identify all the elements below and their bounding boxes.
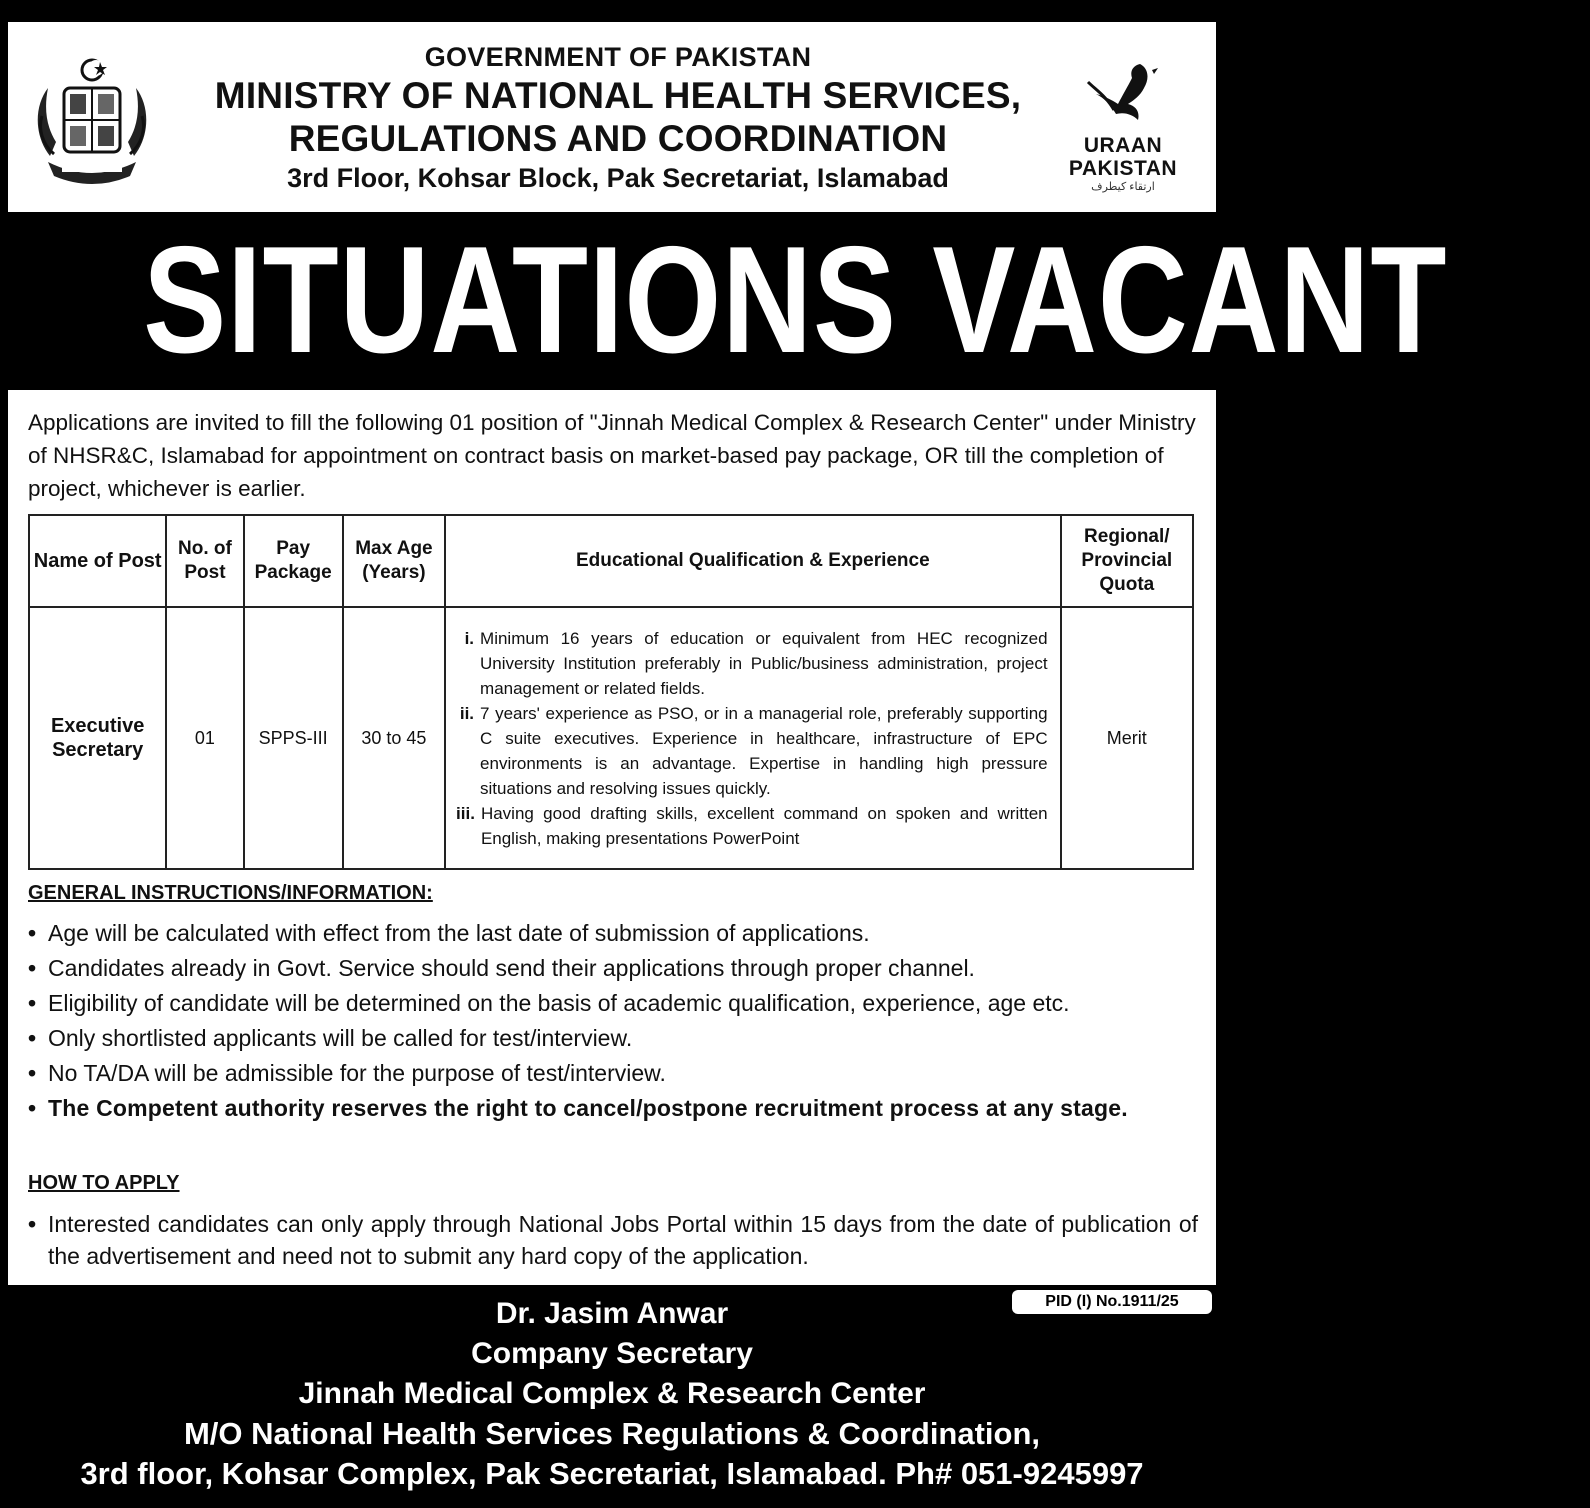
list-item-number: i. — [464, 628, 475, 648]
list-item-text: Only shortlisted applicants will be called for test/interview. — [48, 1025, 633, 1051]
uraan-logo-line-2: PAKISTAN — [1068, 157, 1178, 180]
signatory-name: Dr. Jasim Anwar — [495, 1297, 729, 1330]
header-quota: Regional/ Provincial Quota — [1061, 515, 1193, 607]
list-item: • The Competent authority reserves the right to cancel/postpone recruitment process at any stage. — [28, 1091, 1198, 1126]
ministry-line-1: MINISTRY OF NATIONAL HEALTH SERVICES, — [214, 75, 1022, 116]
page-title — [0, 212, 1448, 388]
list-item — [456, 801, 1048, 851]
general-instructions-list — [28, 916, 1198, 1126]
pid-badge: PID (I) No.1911/25 — [1012, 1290, 1212, 1314]
max-age: 30 to 45 — [343, 607, 445, 869]
list-item — [456, 626, 1048, 701]
list-item: • Candidates already in Govt. Service should send their applications through proper channel. — [28, 951, 1198, 986]
list-item-number: iii. — [456, 803, 475, 823]
uraan-logo-line-1: URAAN — [1083, 134, 1163, 157]
list-item-text: Age will be calculated with effect from the last date of submission of applications. — [48, 920, 870, 946]
list-item-text: Minimum 16 years of education or equivalent from HEC recognized University Institution preferably in Public/business administration, project management or related fields. — [480, 628, 1048, 698]
how-to-apply-heading: HOW TO APPLY — [28, 1172, 180, 1194]
list-item: • No TA/DA will be admissible for the purpose of test/interview. — [28, 1056, 1198, 1091]
positions-table — [28, 514, 1194, 870]
intro-paragraph: Applications are invited to fill the following 01 position of "Jinnah Medical Complex & Research Center" under Ministry of NHSR&C, Islamabad for appointment on contract basis on market-based pay package, OR till the completion of project, whichever is earlier. — [28, 410, 1196, 501]
list-item — [456, 701, 1048, 801]
ministry-address: 3rd Floor, Kohsar Block, Pak Secretariat, Islamabad — [287, 163, 949, 193]
bird-icon — [1078, 60, 1168, 134]
list-item-text: Having good drafting skills, excellent command on spoken and written English, making presentations PowerPoint — [480, 803, 1048, 848]
uraan-pakistan-logo — [1048, 60, 1198, 210]
list-item: • Interested candidates can only apply through National Jobs Portal within 15 days from the date of publication of the advertisement and need not to submit any hard copy of the application. — [28, 1208, 1198, 1272]
list-item-text: Eligibility of candidate will be determined on the basis of academic qualification, experience, age etc. — [48, 990, 1070, 1016]
qualification-list — [446, 622, 1060, 855]
state-emblem-icon — [30, 56, 154, 192]
header-name-of-post: Name of Post — [29, 515, 166, 607]
how-to-apply-list — [28, 1208, 1198, 1272]
table-row — [29, 607, 1193, 869]
list-item-text: Candidates already in Govt. Service should send their applications through proper channel. — [48, 955, 975, 981]
list-item: • Eligibility of candidate will be determined on the basis of academic qualification, experience, age etc. — [28, 986, 1198, 1021]
header-max-age: Max Age (Years) — [343, 515, 445, 607]
contact-address: 3rd floor, Kohsar Complex, Pak Secretariat, Islamabad. Ph# 051-9245997 — [80, 1456, 1144, 1491]
post-name: Executive Secretary — [29, 607, 166, 869]
government-heading: GOVERNMENT OF PAKISTAN — [424, 42, 812, 72]
qualification-cell — [445, 607, 1061, 869]
general-instructions-heading: GENERAL INSTRUCTIONS/INFORMATION: — [28, 882, 433, 904]
header-pay-package: Pay Package — [244, 515, 343, 607]
header — [8, 22, 1216, 212]
header-text — [178, 40, 1058, 196]
signatory-designation: Company Secretary — [471, 1337, 753, 1370]
post-count: 01 — [166, 607, 243, 869]
header-no-of-post: No. of Post — [166, 515, 243, 607]
advertisement-body — [8, 390, 1216, 1285]
list-item: • Only shortlisted applicants will be called for test/interview. — [28, 1021, 1198, 1056]
page-title-text: SITUATIONS VACANT — [143, 215, 1448, 385]
list-item-text: The Competent authority reserves the right to cancel/postpone recruitment process at any stage. — [48, 1095, 1128, 1121]
list-item-text: Interested candidates can only apply through National Jobs Portal within 15 days from the date of publication of the advertisement and need not to submit any hard copy of the application. — [48, 1211, 1198, 1269]
ministry-name: M/O National Health Services Regulations & Coordination, — [183, 1416, 1041, 1451]
uraan-logo-script: ارتقاء کیطرف — [1091, 181, 1155, 193]
header-qualification: Educational Qualification & Experience — [445, 515, 1061, 607]
footer — [0, 1292, 1224, 1494]
quota: Merit — [1061, 607, 1193, 869]
list-item: • Age will be calculated with effect from the last date of submission of applications. — [28, 916, 1198, 951]
table-header-row — [29, 515, 1193, 607]
list-item-text: 7 years' experience as PSO, or in a managerial role, preferably supporting C suite executives. Experience in healthcare, infrastructure of EPC environments is an advantage. Expertise in handling high pressure situations and resolving issues quickly. — [480, 703, 1048, 798]
list-item-text: No TA/DA will be admissible for the purpose of test/interview. — [48, 1060, 666, 1086]
organization-name: Jinnah Medical Complex & Research Center — [298, 1377, 926, 1410]
ministry-line-2: REGULATIONS AND COORDINATION — [288, 118, 948, 159]
list-item-number: ii. — [459, 703, 475, 723]
pay-package: SPPS-III — [244, 607, 343, 869]
